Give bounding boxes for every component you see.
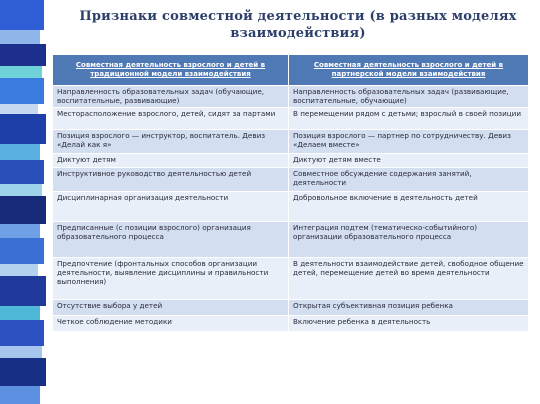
partner-cell: Совместное обсуждение содержания занятий, деятельности [289,168,529,192]
traditional-cell: Отсутствие выбора у детей [53,300,289,316]
table-row [53,130,529,154]
traditional-cell: Диктуют детям [53,154,289,168]
header-traditional-model: Совместная деятельность взрослого и детей в традиционной модели взаимодействия [53,55,289,86]
traditional-cell: Позиция взрослого — инструктор, воспитатель. Девиз «Делай как я» [53,130,289,154]
table-row [53,108,529,130]
header-partner-model: Совместная деятельность взрослого и детей в партнерской модели взаимодействия [289,55,529,86]
table-row [53,192,529,222]
table-row [53,86,529,108]
partner-cell: Включение ребенка в деятельность [289,316,529,332]
partner-cell: Добровольное включение в деятельность детей [289,192,529,222]
table-row [53,258,529,300]
table-row [53,222,529,258]
partner-cell: В деятельности взаимодействие детей, свободное общение детей, перемещение детей во время деятельности [289,258,529,300]
partner-cell: В перемещении рядом с детьми; взрослый в своей позиции [289,108,529,130]
traditional-cell: Дисциплинарная организация деятельности [53,192,289,222]
slide-title: Признаки совместной деятельности (в разных моделях взаимодействия) [79,9,517,41]
table-header-row [53,55,529,86]
partner-cell: Диктуют детям вместе [289,154,529,168]
table-row [53,316,529,332]
partner-cell: Открытая субъективная позиция ребенка [289,300,529,316]
traditional-cell: Предписанные (с позиции взрослого) организация образовательного процесса [53,222,289,258]
comparison-table [52,54,529,332]
partner-cell: Интеграция подтем (тематическо-событийного) организации образовательного процесса [289,222,529,258]
table-row [53,168,529,192]
traditional-cell: Месторасположение взрослого, детей, сидят за партами [53,108,289,130]
partner-cell: Позиция взрослого — партнер по сотрудничеству. Девиз «Делаем вместе» [289,130,529,154]
traditional-cell: Направленность образовательных задач (обучающие, воспитательные, развивающие) [53,86,289,108]
partner-cell: Направленность образовательных задач (развивающие, воспитательные, обучающие) [289,86,529,108]
traditional-cell: Инструктивное руководство деятельностью детей [53,168,289,192]
traditional-cell: Предпочтение (фронтальных способов организации деятельности, выявление дисциплины и правильности выполнения) [53,258,289,300]
table-row [53,300,529,316]
table-row [53,154,529,168]
traditional-cell: Четкое соблюдение методики [53,316,289,332]
decorative-stripe-band [0,0,52,404]
